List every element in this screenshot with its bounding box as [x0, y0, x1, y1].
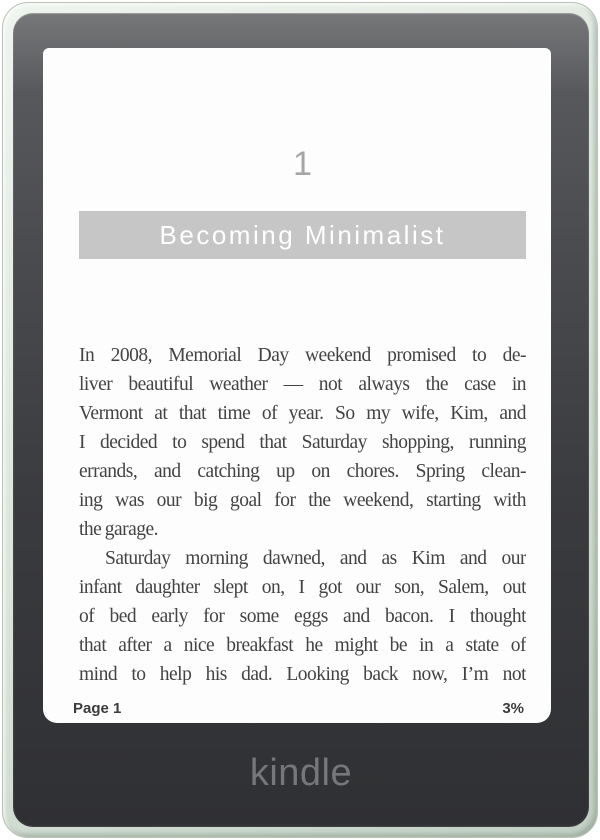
- book-text-line: Vermont at that time of year. So my wife, Kim, and: [79, 403, 526, 424]
- footer-progress: 3%: [502, 700, 524, 717]
- book-text-line: Saturday morning dawned, and as Kim and our: [105, 548, 526, 569]
- kindle-logo: kindle: [249, 752, 353, 794]
- page-text: [79, 341, 526, 689]
- device-bezel: [13, 13, 589, 827]
- book-text-line: I decided to spend that Saturday shopping, running: [79, 432, 526, 453]
- footer-page-number: Page 1: [73, 700, 122, 717]
- book-text-line: the garage.: [79, 519, 159, 540]
- book-text-line: infant daughter slept on, I got our son, Salem, out: [79, 577, 526, 598]
- book-text-line: errands, and catching up on chores. Spring clean-: [79, 461, 526, 482]
- book-text-line: In 2008, Memorial Day weekend promised to de-: [79, 345, 526, 366]
- chapter-title-bar: [79, 211, 526, 259]
- page-footer: [73, 700, 524, 717]
- book-text-line: that after a nice breakfast he might be in a state of: [79, 635, 526, 656]
- e-ink-screen[interactable]: [43, 48, 551, 723]
- book-text-line: of bed early for some eggs and bacon. I thought: [79, 606, 526, 627]
- book-page: [73, 48, 526, 723]
- book-text-line: ing was our big goal for the weekend, starting with: [79, 490, 526, 511]
- device-frame: [2, 2, 598, 838]
- book-text-line: mind to help his dad. Looking back now, I’m not: [79, 664, 526, 685]
- book-text-line: liver beautiful weather — not always the case in: [79, 374, 526, 395]
- chapter-title: Becoming Minimalist: [159, 220, 446, 250]
- chapter-number: 1: [293, 145, 312, 183]
